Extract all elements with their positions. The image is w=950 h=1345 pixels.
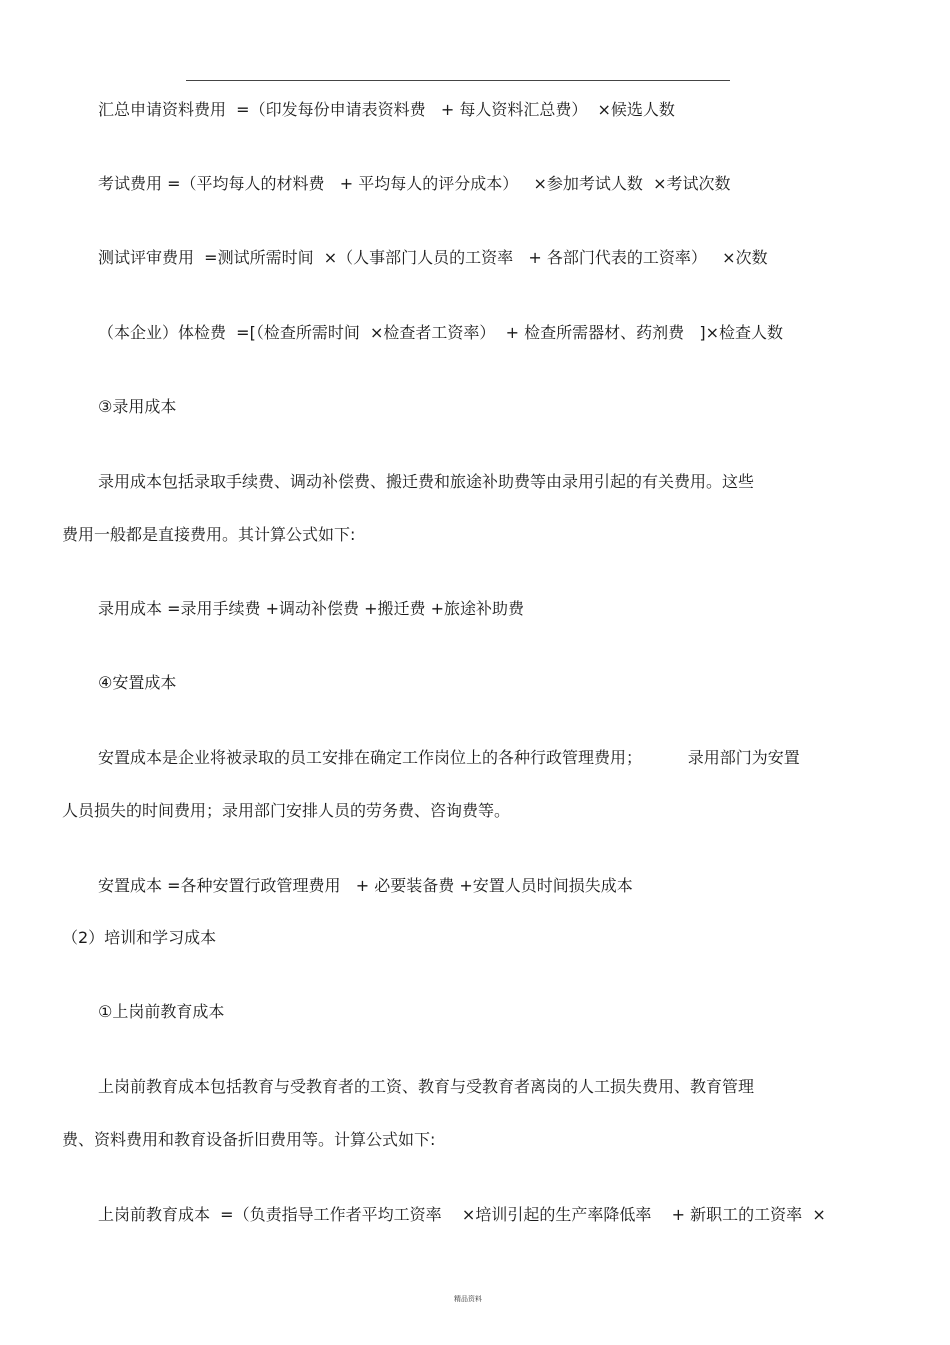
formula-pre-job-education: 上岗前教育成本 =（负责指导工作者平均工资率 ×培训引起的生产率降低率 + 新职工的工资率 ×	[98, 1205, 826, 1224]
heading-pre-job-education: ①上岗前教育成本	[98, 1002, 225, 1021]
formula-placement-cost: 安置成本 =各种安置行政管理费用 + 必要装备费 +安置人员时间损失成本	[98, 876, 633, 895]
header-rule	[186, 80, 730, 81]
formula-physical-exam-cost: （本企业）体检费 =[（检查所需时间 ×检查者工资率） + 检查所需器材、药剂费 ]×检查人数	[98, 323, 783, 342]
heading-training-cost: （2）培训和学习成本	[62, 928, 217, 947]
paragraph-pre-job-education-line1: 上岗前教育成本包括教育与受教育者的工资、教育与受教育者离岗的人工损失费用、教育管理	[98, 1077, 755, 1096]
formula-exam-cost: 考试费用 =（平均每人的材料费 + 平均每人的评分成本） ×参加考试人数 ×考试次数	[98, 174, 731, 193]
paragraph-placement-cost-line2: 人员损失的时间费用；录用部门安排人员的劳务费、咨询费等。	[62, 801, 511, 820]
formula-hiring-cost: 录用成本 =录用手续费 +调动补偿费 +搬迁费 +旅途补助费	[98, 599, 524, 618]
paragraph-hiring-cost-line2: 费用一般都是直接费用。其计算公式如下:	[62, 525, 356, 544]
formula-application-cost: 汇总申请资料费用 =（印发每份申请表资料费 + 每人资料汇总费） ×候选人数	[98, 100, 675, 119]
paragraph-hiring-cost-line1: 录用成本包括录取手续费、调动补偿费、搬迁费和旅途补助费等由录用引起的有关费用。这些	[98, 472, 755, 491]
heading-placement-cost: ④安置成本	[98, 673, 177, 692]
heading-hiring-cost: ③录用成本	[98, 397, 177, 416]
page-footer: 精品资料	[454, 1295, 482, 1303]
paragraph-placement-cost-line1: 安置成本是企业将被录取的员工安排在确定工作岗位上的各种行政管理费用； 录用部门为安置	[98, 748, 800, 767]
paragraph-pre-job-education-line2: 费、资料费用和教育设备折旧费用等。计算公式如下:	[62, 1130, 436, 1149]
formula-test-review-cost: 测试评审费用 =测试所需时间 ×（人事部门人员的工资率 + 各部门代表的工资率） ×次数	[98, 248, 768, 267]
